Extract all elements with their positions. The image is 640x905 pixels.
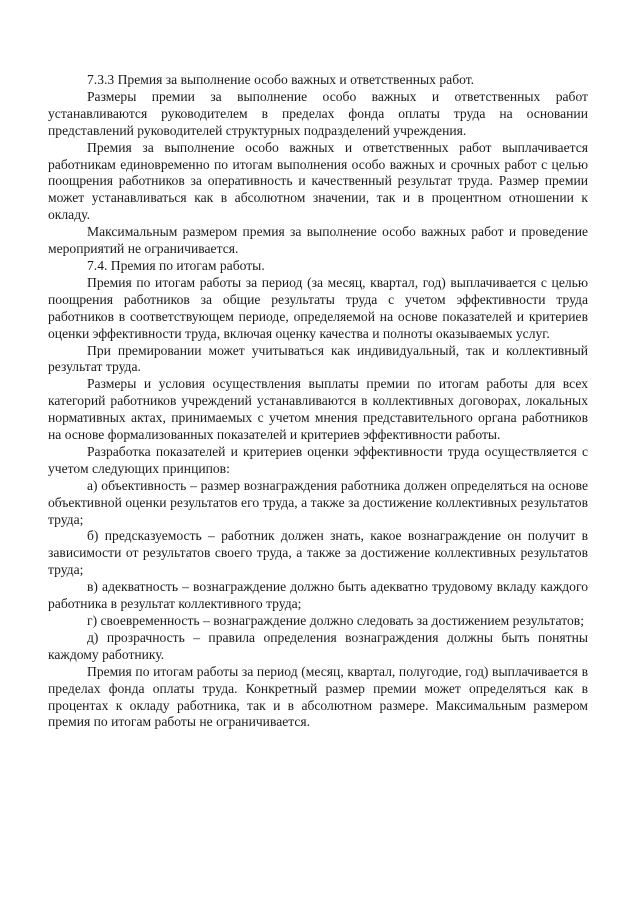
list-item-v: в) адекватность – вознаграждение должно быть адекватно трудовому вкладу каждого работника в результат коллективного труда;: [48, 579, 588, 612]
paragraph: Премия за выполнение особо важных и ответственных работ выплачивается работникам единовременно по итогам выполнения особо важных и срочных работ с целью поощрения работников за оперативность и качественный результат труда. Размер премии может устанавливаться как в абсолютном значении, так и в процентном отношении к окладу.: [48, 139, 588, 223]
paragraph: Разработка показателей и критериев оценки эффективности труда осуществляется с учетом следующих принципов:: [48, 443, 588, 476]
list-item-d: д) прозрачность – правила определения вознаграждения должны быть понятны каждому работнику.: [48, 629, 588, 662]
document-body: [48, 72, 588, 731]
paragraph: Размеры и условия осуществления выплаты премии по итогам работы для всех категорий работников учреждений устанавливаются в коллективных договорах, локальных нормативных актах, принимаемых с учетом мнения представительного органа работников на основе формализованных показателей и критериев эффективности работы.: [48, 376, 588, 443]
section-heading-7-4: 7.4. Премия по итогам работы.: [87, 257, 265, 273]
paragraph: Премия по итогам работы за период (за месяц, квартал, год) выплачивается с целью поощрения работников за общие результаты труда с учетом эффективности труда работников в соответствующем периоде, определяемой на основе показателей и критериев оценки эффективности труда, включая оценку качества и полноты оказываемых услуг.: [48, 274, 588, 341]
list-item-a: а) объективность – размер вознаграждения работника должен определяться на основе объективной оценки результатов его труда, а также за достижение коллективных результатов труда;: [48, 477, 588, 527]
section-heading-7-3-3: 7.3.3 Премия за выполнение особо важных и ответственных работ.: [87, 72, 475, 87]
paragraph: Размеры премии за выполнение особо важных и ответственных работ устанавливаются руководителем в пределах фонда оплаты труда на основании представлений руководителей структурных подразделений учреждения.: [48, 88, 588, 138]
list-item-b: б) предсказуемость – работник должен знать, какое вознаграждение он получит в зависимости от результатов своего труда, а также за достижение коллективных результатов труда;: [48, 528, 588, 578]
paragraph: При премировании может учитываться как индивидуальный, так и коллективный результат труда.: [48, 342, 588, 375]
list-item-g: г) своевременность – вознаграждение должно следовать за достижением результатов;: [87, 613, 584, 628]
paragraph: Премия по итогам работы за период (месяц, квартал, полугодие, год) выплачивается в пределах фонда оплаты труда. Конкретный размер премии может определяться как в процентах к окладу работника, так и в абсолютном размере. Максимальным размером премия по итогам работы не ограничивается.: [48, 663, 588, 730]
paragraph: Максимальным размером премия за выполнение особо важных работ и проведение мероприятий не ограничивается.: [48, 224, 588, 257]
